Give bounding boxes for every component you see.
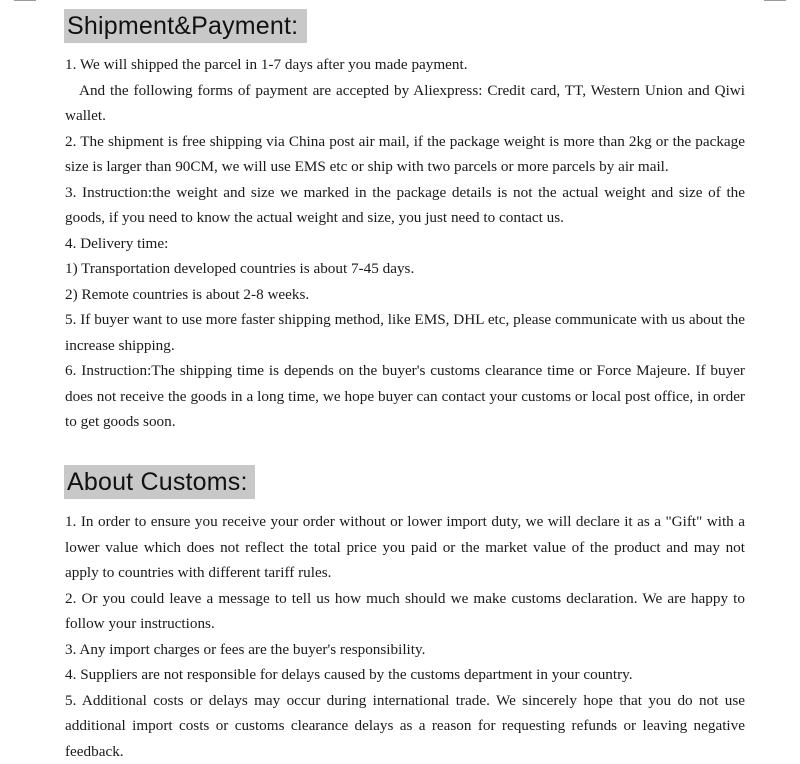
corner-crop-mark-left bbox=[14, 0, 36, 1]
shipment-item: 1. We will shipped the parcel in 1-7 days after you made payment. bbox=[65, 52, 745, 78]
shipment-item: 4. Delivery time: bbox=[65, 231, 745, 257]
shipment-item: 5. If buyer want to use more faster shipping method, like EMS, DHL etc, please communicate with us about the increase shipping. bbox=[65, 307, 745, 358]
shipment-item: 2) Remote countries is about 2-8 weeks. bbox=[65, 282, 745, 308]
corner-crop-mark-right bbox=[764, 0, 786, 1]
about-customs-heading: About Customs: bbox=[64, 465, 255, 499]
shipment-item: 2. The shipment is free shipping via China post air mail, if the package weight is more than 2kg or the package size is larger than 90CM, we will use EMS etc or ship with two parcels or more parcels by air mail. bbox=[65, 129, 745, 180]
shipment-payment-section bbox=[65, 52, 745, 435]
customs-item: 1. In order to ensure you receive your order without or lower import duty, we will declare it as a "Gift" with a lower value which does not reflect the total price you paid or the market value of the product and may not apply to countries with different tariff rules. bbox=[65, 509, 745, 586]
customs-item: 2. Or you could leave a message to tell us how much should we make customs declaration. We are happy to follow your instructions. bbox=[65, 586, 745, 637]
shipment-item: 3. Instruction:the weight and size we marked in the package details is not the actual weight and size of the goods, if you need to know the actual weight and size, you just need to contact us. bbox=[65, 180, 745, 231]
customs-item: 4. Suppliers are not responsible for delays caused by the customs department in your country. bbox=[65, 662, 745, 688]
shipment-item: And the following forms of payment are accepted by Aliexpress: Credit card, TT, Western Union and Qiwi wallet. bbox=[65, 78, 745, 129]
about-customs-section bbox=[65, 509, 745, 764]
shipment-item: 1) Transportation developed countries is about 7-45 days. bbox=[65, 256, 745, 282]
shipment-payment-heading: Shipment&Payment: bbox=[64, 9, 307, 43]
customs-item: 3. Any import charges or fees are the buyer's responsibility. bbox=[65, 637, 745, 663]
shipment-item: 6. Instruction:The shipping time is depends on the buyer's customs clearance time or Force Majeure. If buyer does not receive the goods in a long time, we hope buyer can contact your customs or local post office, in order to get goods soon. bbox=[65, 358, 745, 435]
customs-item: 5. Additional costs or delays may occur during international trade. We sincerely hope that you do not use additional import costs or customs clearance delays as a reason for requesting refunds or leaving negative feedback. bbox=[65, 688, 745, 764]
